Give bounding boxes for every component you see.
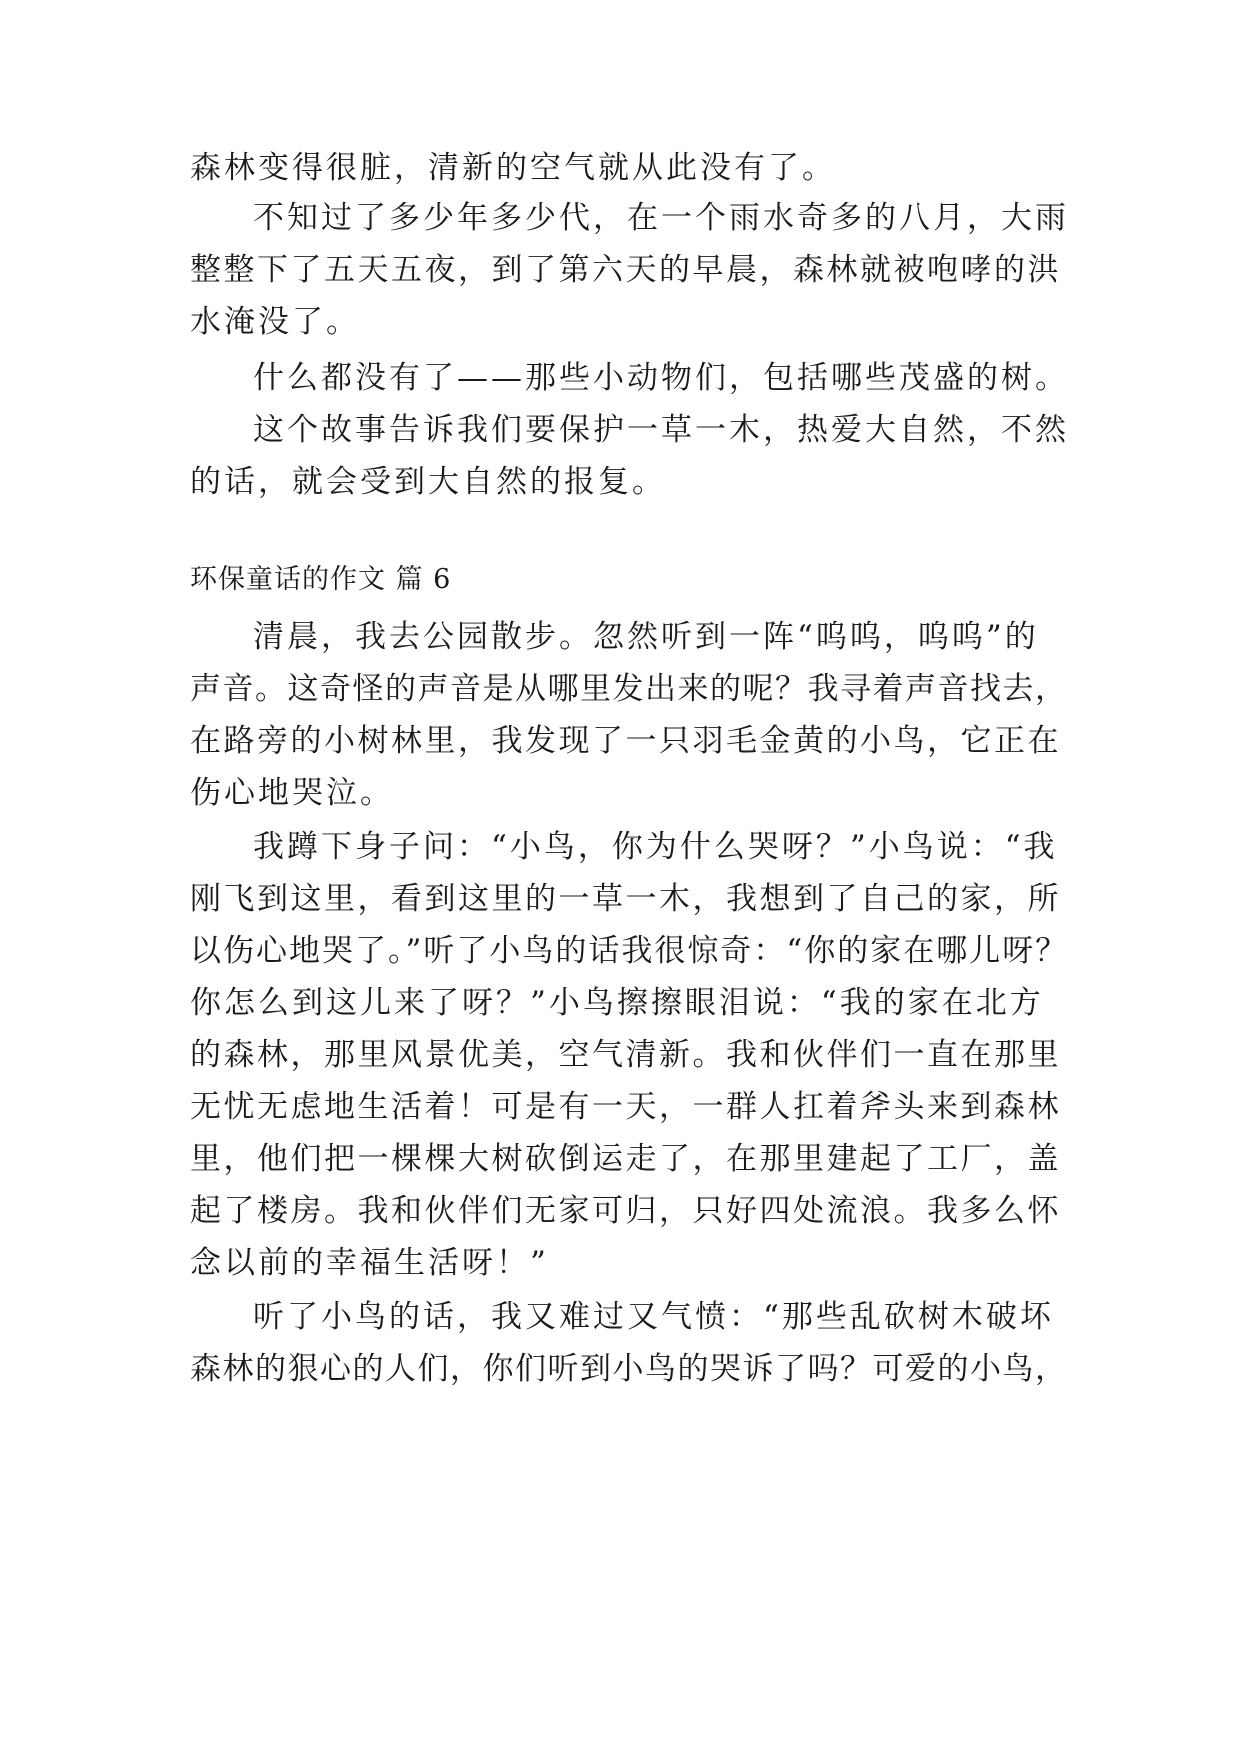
paragraph-line: 森林变得很脏，清新的空气就从此没有了。 xyxy=(190,150,836,186)
paragraph-line: 无忧无虑地生活着！可是有一天，一群人扛着斧头来到森林 xyxy=(190,1089,1061,1125)
paragraph-line: 这个故事告诉我们要保护一草一木，热爱大自然，不然 xyxy=(253,412,1069,448)
paragraph-line: 念以前的幸福生活呀！” xyxy=(190,1245,549,1281)
paragraph-line: 刚飞到这里，看到这里的一草一木，我想到了自己的家，所 xyxy=(190,881,1061,917)
paragraph-line: 以伤心地哭了。”听了小鸟的话我很惊奇：“你的家在哪儿呀？ xyxy=(190,933,1069,969)
paragraph-line: 不知过了多少年多少代，在一个雨水奇多的八月，大雨 xyxy=(253,200,1069,236)
paragraph-line: 森林的狠心的人们，你们听到小鸟的哭诉了吗？可爱的小鸟， xyxy=(190,1351,1068,1387)
paragraph-line: 水淹没了。 xyxy=(190,304,360,340)
paragraph-line: 清晨，我去公园散步。忽然听到一阵“呜呜，呜呜”的 xyxy=(253,619,1039,655)
paragraph-line: 你怎么到这儿来了呀？”小鸟擦擦眼泪说：“我的家在北方 xyxy=(190,985,1044,1021)
paragraph-line: 伤心地哭泣。 xyxy=(190,775,394,811)
paragraph-line: 的森林，那里风景优美，空气清新。我和伙伴们一直在那里 xyxy=(190,1037,1061,1073)
paragraph-line: 里，他们把一棵棵大树砍倒运走了，在那里建起了工厂，盖 xyxy=(190,1141,1061,1177)
paragraph-line: 整整下了五天五夜，到了第六天的早晨，森林就被咆哮的洪 xyxy=(190,252,1061,288)
paragraph-line: 听了小鸟的话，我又难过又气愤：“那些乱砍树木破坏 xyxy=(253,1299,1054,1335)
paragraph-line: 的话，就会受到大自然的报复。 xyxy=(190,464,666,500)
section-heading: 环保童话的作文 篇 6 xyxy=(190,564,452,595)
paragraph-line: 起了楼房。我和伙伴们无家可归，只好四处流浪。我多么怀 xyxy=(190,1193,1061,1229)
paragraph-line: 我蹲下身子问：“小鸟，你为什么哭呀？”小鸟说：“我 xyxy=(253,829,1058,865)
paragraph-line: 在路旁的小树林里，我发现了一只羽毛金黄的小鸟，它正在 xyxy=(190,723,1061,759)
paragraph-line: 声音。这奇怪的声音是从哪里发出来的呢？我寻着声音找去， xyxy=(190,671,1068,707)
paragraph-line: 什么都没有了——那些小动物们，包括哪些茂盛的树。 xyxy=(253,360,1069,396)
